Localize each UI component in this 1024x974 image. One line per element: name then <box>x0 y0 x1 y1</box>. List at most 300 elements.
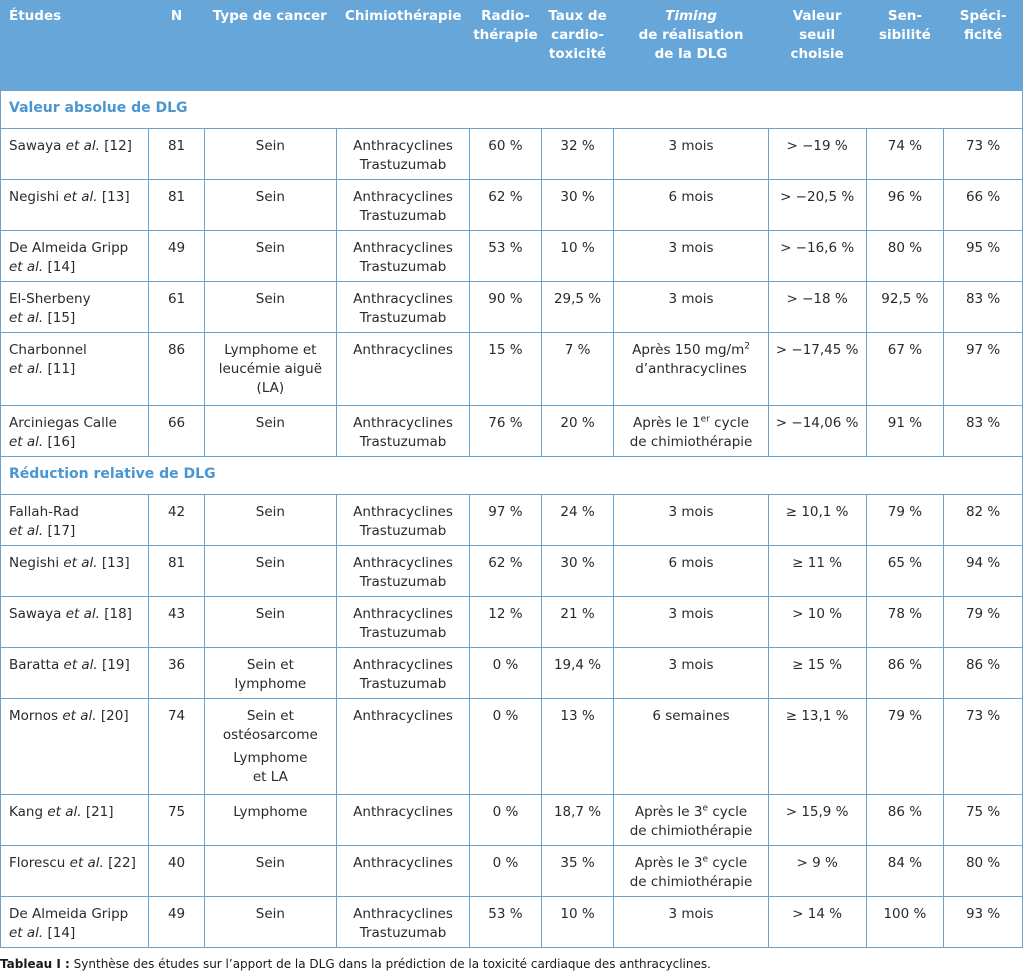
cell-etude <box>1 129 149 180</box>
cell-timing <box>614 282 768 333</box>
cell-timing <box>614 129 768 180</box>
cell-taux <box>541 282 614 333</box>
cell-chimiotherapie <box>336 495 469 546</box>
cell-valeur-seuil <box>768 333 866 406</box>
cell-valeur-seuil <box>768 795 866 846</box>
cancer-line: Sein <box>255 555 285 571</box>
chimio-line: Anthracyclines <box>353 606 453 622</box>
cancer-line: Lymphome <box>233 750 308 766</box>
cell-etude <box>1 406 149 457</box>
cell-etude <box>1 795 149 846</box>
cell-radiotherapie-value: 97 % <box>488 504 523 520</box>
chimio-line: Anthracyclines <box>353 804 453 820</box>
header-timing: Timing de réalisation de la DLG <box>614 1 768 91</box>
header-taux-cardiotoxicite: Taux de cardio- toxicité <box>541 1 614 91</box>
cell-type-cancer <box>204 231 336 282</box>
author-etal: et al. <box>63 555 98 571</box>
cell-chimiotherapie <box>336 699 469 795</box>
cell-valeur-seuil <box>768 699 866 795</box>
n-value: 40 <box>167 855 186 871</box>
cell-n <box>149 699 204 795</box>
n-value: 66 <box>167 415 186 431</box>
author-etal: et al. <box>9 523 44 539</box>
cancer-line: Sein <box>255 855 285 871</box>
chimio-line: Trastuzumab <box>359 208 447 224</box>
cell-valeur-seuil-value: ≥ 11 % <box>792 555 843 571</box>
cell-type-cancer <box>204 180 336 231</box>
cell-n <box>149 846 204 897</box>
cell-etude <box>1 897 149 948</box>
cell-chimiotherapie <box>336 406 469 457</box>
cell-taux-value: 18,7 % <box>553 804 602 820</box>
cancer-line: (LA) <box>256 380 285 396</box>
cell-n <box>149 180 204 231</box>
cell-type-cancer <box>204 129 336 180</box>
chimio-line: Anthracyclines <box>353 708 453 724</box>
cell-radiotherapie <box>470 406 542 457</box>
cell-n <box>149 897 204 948</box>
cell-chimiotherapie <box>336 795 469 846</box>
cell-sensibilite-value: 84 % <box>887 855 923 871</box>
cancer-line: Sein et <box>246 708 294 724</box>
timing-text: 3 mois <box>668 291 714 307</box>
cell-specificite <box>944 597 1023 648</box>
table-row <box>1 546 1023 597</box>
cell-etude <box>1 231 149 282</box>
cell-taux-value: 10 % <box>560 906 595 922</box>
cell-timing <box>614 795 768 846</box>
cell-sensibilite-value: 65 % <box>887 555 923 571</box>
chimio-line: Trastuzumab <box>359 676 447 692</box>
n-value: 81 <box>167 555 186 571</box>
chimio-line: Anthracyclines <box>353 189 453 205</box>
cell-taux <box>541 546 614 597</box>
cell-sensibilite-value: 91 % <box>887 415 923 431</box>
cell-n <box>149 546 204 597</box>
cancer-line: Sein <box>255 415 285 431</box>
author-etal: et al. <box>9 434 44 450</box>
cell-taux <box>541 406 614 457</box>
cell-etude <box>1 282 149 333</box>
cell-radiotherapie <box>470 597 542 648</box>
cell-radiotherapie <box>470 648 542 699</box>
table-row <box>1 897 1023 948</box>
cell-valeur-seuil-value: > 9 % <box>796 855 838 871</box>
cell-valeur-seuil <box>768 846 866 897</box>
cell-radiotherapie-value: 15 % <box>488 342 523 358</box>
cell-type-cancer <box>204 282 336 333</box>
cell-chimiotherapie <box>336 333 469 406</box>
author-etal: et al. <box>65 606 100 622</box>
header-sensibilite: Sen- sibilité <box>866 1 944 91</box>
cell-radiotherapie <box>470 333 542 406</box>
chimio-line: Anthracyclines <box>353 415 453 431</box>
cell-radiotherapie-value: 0 % <box>492 708 519 724</box>
cell-valeur-seuil <box>768 180 866 231</box>
author-etal: et al. <box>9 925 44 941</box>
author-name: De Almeida Gripp <box>9 906 129 922</box>
section-header-relative <box>1 457 1023 495</box>
n-value: 36 <box>167 657 186 673</box>
table-row <box>1 597 1023 648</box>
chimio-line: Anthracyclines <box>353 657 453 673</box>
chimio-line: Anthracyclines <box>353 240 453 256</box>
author-name: Sawaya <box>9 138 66 154</box>
cell-n <box>149 406 204 457</box>
caption-text: Synthèse des études sur l’apport de la DLG dans la prédiction de la toxicité cardiaque des anthracyclines. <box>69 957 711 971</box>
cancer-line: Lymphome et <box>224 342 317 358</box>
author-name: Kang <box>9 804 48 820</box>
cell-n <box>149 129 204 180</box>
cell-specificite <box>944 546 1023 597</box>
table-row <box>1 180 1023 231</box>
header-valeur-seuil: Valeur seuil choisie <box>768 1 866 91</box>
cell-valeur-seuil-value: ≥ 10,1 % <box>785 504 849 520</box>
cell-radiotherapie-value: 76 % <box>488 415 523 431</box>
header-etudes: Études <box>1 1 149 91</box>
cell-taux <box>541 795 614 846</box>
cell-specificite-value: 73 % <box>965 708 1001 724</box>
chimio-line: Anthracyclines <box>353 342 453 358</box>
author-ref: [19] <box>97 657 130 673</box>
chimio-line: Trastuzumab <box>359 157 447 173</box>
cell-sensibilite <box>866 282 944 333</box>
cancer-line: et LA <box>252 769 288 785</box>
cell-sensibilite <box>866 546 944 597</box>
cell-valeur-seuil-value: > 14 % <box>792 906 843 922</box>
author-etal: et al. <box>63 189 98 205</box>
cancer-line: Sein <box>255 291 285 307</box>
chimio-line: Anthracyclines <box>353 555 453 571</box>
cell-specificite-value: 97 % <box>965 342 1001 358</box>
timing-text: d’anthracyclines <box>635 361 747 377</box>
cell-n <box>149 231 204 282</box>
cell-taux <box>541 648 614 699</box>
chimio-line: Anthracyclines <box>353 855 453 871</box>
chimio-line: Trastuzumab <box>359 625 447 641</box>
cell-taux <box>541 897 614 948</box>
cancer-line: ostéosarcome <box>222 727 318 743</box>
cell-taux-value: 21 % <box>560 606 595 622</box>
cell-radiotherapie <box>470 795 542 846</box>
cell-taux-value: 24 % <box>560 504 595 520</box>
cell-type-cancer <box>204 846 336 897</box>
cancer-line: lymphome <box>234 676 307 692</box>
cell-sensibilite-value: 78 % <box>887 606 923 622</box>
cell-etude <box>1 648 149 699</box>
timing-text: Après le 1 <box>632 415 701 431</box>
timing-text: de chimiothérapie <box>629 874 753 890</box>
timing-superscript: e <box>702 854 709 865</box>
cell-timing <box>614 846 768 897</box>
cell-specificite <box>944 231 1023 282</box>
author-ref: [22] <box>103 855 136 871</box>
cell-valeur-seuil-value: > 15,9 % <box>785 804 849 820</box>
cell-specificite <box>944 282 1023 333</box>
header-n: N <box>149 1 204 91</box>
cell-valeur-seuil <box>768 129 866 180</box>
cell-chimiotherapie <box>336 129 469 180</box>
cell-specificite-value: 83 % <box>965 291 1001 307</box>
cell-taux <box>541 846 614 897</box>
cell-chimiotherapie <box>336 282 469 333</box>
cell-valeur-seuil <box>768 897 866 948</box>
timing-text: 3 mois <box>668 606 714 622</box>
cell-taux-value: 7 % <box>564 342 591 358</box>
timing-text: 3 mois <box>668 657 714 673</box>
cell-specificite <box>944 795 1023 846</box>
cell-valeur-seuil-value: ≥ 13,1 % <box>785 708 849 724</box>
cell-taux-value: 32 % <box>560 138 595 154</box>
cell-timing <box>614 648 768 699</box>
table-row <box>1 231 1023 282</box>
cell-sensibilite <box>866 180 944 231</box>
cell-n <box>149 495 204 546</box>
cell-radiotherapie-value: 60 % <box>488 138 523 154</box>
cell-radiotherapie-value: 62 % <box>488 189 523 205</box>
chimio-line: Trastuzumab <box>359 925 447 941</box>
author-name: Sawaya <box>9 606 66 622</box>
n-value: 74 <box>167 708 186 724</box>
timing-text: 3 mois <box>668 138 714 154</box>
cell-type-cancer <box>204 406 336 457</box>
cell-chimiotherapie <box>336 180 469 231</box>
header-row <box>1 1 1023 91</box>
cell-taux <box>541 699 614 795</box>
cell-taux <box>541 495 614 546</box>
cell-valeur-seuil-value: > −17,45 % <box>775 342 859 358</box>
chimio-line: Trastuzumab <box>359 310 447 326</box>
cell-timing <box>614 406 768 457</box>
section-title: Réduction relative de DLG <box>1 457 1023 495</box>
timing-text: 3 mois <box>668 240 714 256</box>
cancer-line: leucémie aiguë <box>218 361 322 377</box>
cell-specificite <box>944 495 1023 546</box>
timing-text: 3 mois <box>668 504 714 520</box>
cell-timing <box>614 333 768 406</box>
cell-valeur-seuil-value: > −18 % <box>786 291 848 307</box>
cell-chimiotherapie <box>336 231 469 282</box>
cell-timing <box>614 699 768 795</box>
cell-etude <box>1 333 149 406</box>
cell-radiotherapie-value: 90 % <box>488 291 523 307</box>
cell-etude <box>1 846 149 897</box>
table-row <box>1 699 1023 795</box>
cell-specificite <box>944 648 1023 699</box>
cell-valeur-seuil <box>768 495 866 546</box>
cell-specificite-value: 94 % <box>965 555 1001 571</box>
cell-type-cancer <box>204 795 336 846</box>
cell-radiotherapie <box>470 699 542 795</box>
cell-taux-value: 35 % <box>560 855 595 871</box>
author-ref: [14] <box>43 925 76 941</box>
chimio-line: Anthracyclines <box>353 138 453 154</box>
header-type-cancer: Type de cancer <box>204 1 336 91</box>
author-etal: et al. <box>63 657 98 673</box>
cell-sensibilite-value: 96 % <box>887 189 923 205</box>
cell-radiotherapie <box>470 546 542 597</box>
n-value: 43 <box>167 606 186 622</box>
cell-taux-value: 30 % <box>560 189 595 205</box>
chimio-line: Trastuzumab <box>359 434 447 450</box>
header-chimiotherapie: Chimiothérapie <box>336 1 469 91</box>
chimio-line: Trastuzumab <box>359 523 447 539</box>
cell-sensibilite-value: 86 % <box>887 657 923 673</box>
cell-specificite-value: 80 % <box>965 855 1001 871</box>
cell-radiotherapie-value: 0 % <box>492 804 519 820</box>
cell-radiotherapie <box>470 231 542 282</box>
table-row <box>1 846 1023 897</box>
cell-sensibilite <box>866 897 944 948</box>
cell-specificite <box>944 846 1023 897</box>
cell-type-cancer <box>204 546 336 597</box>
timing-superscript: e <box>702 803 709 814</box>
cell-specificite-value: 79 % <box>965 606 1001 622</box>
author-etal: et al. <box>9 361 44 377</box>
cell-specificite <box>944 129 1023 180</box>
author-ref: [15] <box>43 310 76 326</box>
cell-radiotherapie <box>470 129 542 180</box>
cell-radiotherapie <box>470 897 542 948</box>
author-ref: [11] <box>43 361 76 377</box>
author-ref: [18] <box>99 606 132 622</box>
cell-taux <box>541 333 614 406</box>
timing-text: de chimiothérapie <box>629 434 753 450</box>
cell-sensibilite-value: 79 % <box>887 708 923 724</box>
timing-text: cycle <box>708 855 748 871</box>
author-ref: [20] <box>96 708 129 724</box>
cell-sensibilite <box>866 406 944 457</box>
cell-taux-value: 20 % <box>560 415 595 431</box>
cell-valeur-seuil-value: > −14,06 % <box>775 415 859 431</box>
cell-timing <box>614 231 768 282</box>
cell-sensibilite <box>866 699 944 795</box>
cell-radiotherapie-value: 12 % <box>488 606 523 622</box>
cell-chimiotherapie <box>336 846 469 897</box>
author-etal: et al. <box>47 804 82 820</box>
cell-valeur-seuil <box>768 546 866 597</box>
author-ref: [21] <box>81 804 114 820</box>
cell-timing <box>614 597 768 648</box>
table-row <box>1 406 1023 457</box>
author-etal: et al. <box>62 708 97 724</box>
cell-timing <box>614 495 768 546</box>
chimio-line: Trastuzumab <box>359 574 447 590</box>
n-value: 86 <box>167 342 186 358</box>
author-etal: et al. <box>65 138 100 154</box>
author-name: Baratta <box>9 657 64 673</box>
cell-specificite-value: 75 % <box>965 804 1001 820</box>
cell-sensibilite <box>866 495 944 546</box>
timing-superscript: 2 <box>744 341 750 352</box>
cell-type-cancer <box>204 897 336 948</box>
cell-n <box>149 648 204 699</box>
table-row <box>1 282 1023 333</box>
cell-radiotherapie <box>470 282 542 333</box>
cell-radiotherapie <box>470 846 542 897</box>
cell-sensibilite <box>866 795 944 846</box>
cell-valeur-seuil-value: > 10 % <box>792 606 843 622</box>
caption-label: Tableau I : <box>0 957 70 971</box>
author-ref: [17] <box>43 523 76 539</box>
timing-text: Après 150 mg/m <box>632 342 745 358</box>
cell-valeur-seuil-value: > −16,6 % <box>780 240 855 256</box>
cell-specificite <box>944 180 1023 231</box>
cell-radiotherapie-value: 0 % <box>492 855 519 871</box>
cancer-line: Sein <box>255 606 285 622</box>
cell-taux-value: 19,4 % <box>553 657 602 673</box>
author-name: El-Sherbeny <box>9 291 91 307</box>
cell-valeur-seuil <box>768 597 866 648</box>
cell-etude <box>1 699 149 795</box>
author-ref: [13] <box>97 189 130 205</box>
n-value: 81 <box>167 138 186 154</box>
cell-sensibilite <box>866 129 944 180</box>
cell-specificite <box>944 406 1023 457</box>
author-name: Mornos <box>9 708 63 724</box>
timing-text: de chimiothérapie <box>629 823 753 839</box>
cell-type-cancer <box>204 333 336 406</box>
cancer-line: Sein <box>255 138 285 154</box>
cell-etude <box>1 597 149 648</box>
table-row <box>1 495 1023 546</box>
author-etal: et al. <box>9 259 44 275</box>
cell-specificite-value: 73 % <box>965 138 1001 154</box>
cell-specificite-value: 82 % <box>965 504 1001 520</box>
cell-valeur-seuil <box>768 282 866 333</box>
chimio-line: Anthracyclines <box>353 504 453 520</box>
cancer-line: Sein et <box>246 657 294 673</box>
cell-valeur-seuil <box>768 406 866 457</box>
n-value: 61 <box>167 291 186 307</box>
cell-specificite <box>944 897 1023 948</box>
cell-chimiotherapie <box>336 546 469 597</box>
cancer-line: Lymphome <box>233 804 308 820</box>
cell-taux-value: 10 % <box>560 240 595 256</box>
header-specificite: Spéci- ficité <box>944 1 1023 91</box>
header-radiotherapie: Radio- thérapie <box>470 1 542 91</box>
cell-type-cancer <box>204 597 336 648</box>
cancer-line: Sein <box>255 240 285 256</box>
timing-text: cycle <box>708 804 748 820</box>
timing-text: 6 semaines <box>652 708 730 724</box>
cell-timing <box>614 546 768 597</box>
cell-valeur-seuil-value: ≥ 15 % <box>792 657 843 673</box>
cell-chimiotherapie <box>336 648 469 699</box>
cell-taux <box>541 180 614 231</box>
n-value: 49 <box>167 240 186 256</box>
cell-radiotherapie-value: 53 % <box>488 240 523 256</box>
timing-text: 3 mois <box>668 906 714 922</box>
author-name: Fallah-Rad <box>9 504 79 520</box>
cell-n <box>149 795 204 846</box>
cell-type-cancer <box>204 699 336 795</box>
author-name: Charbonnel <box>9 342 87 358</box>
cell-sensibilite <box>866 597 944 648</box>
cancer-line: Sein <box>255 189 285 205</box>
cell-valeur-seuil-value: > −20,5 % <box>780 189 855 205</box>
author-name: Negishi <box>9 189 64 205</box>
timing-text: Après le 3 <box>634 855 703 871</box>
section-header-absolute <box>1 91 1023 129</box>
timing-text: cycle <box>709 415 750 431</box>
cell-radiotherapie <box>470 495 542 546</box>
author-etal: et al. <box>69 855 104 871</box>
n-value: 42 <box>167 504 186 520</box>
cell-n <box>149 282 204 333</box>
table-row <box>1 129 1023 180</box>
table-row <box>1 333 1023 406</box>
